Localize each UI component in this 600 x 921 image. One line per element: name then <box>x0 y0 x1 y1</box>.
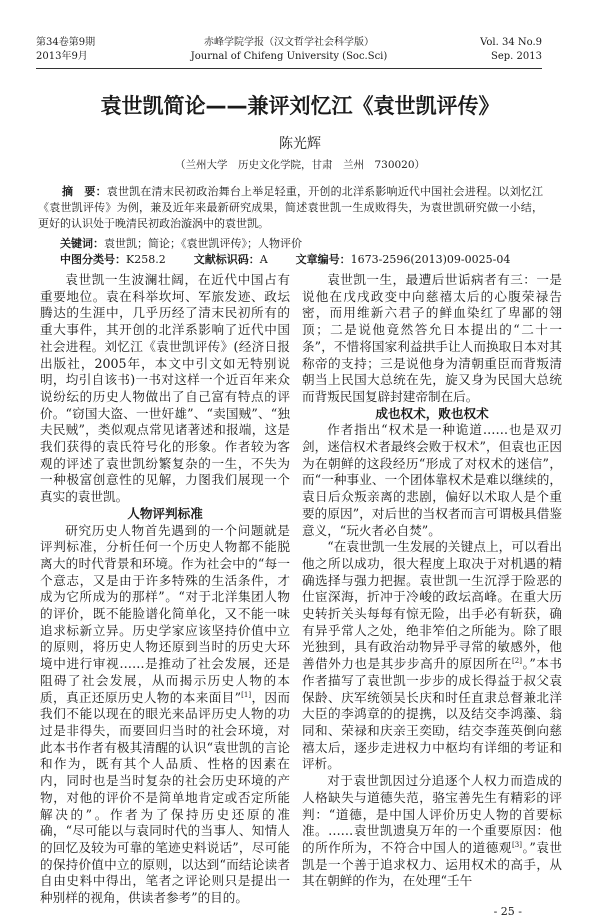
running-header <box>36 36 542 66</box>
abstract-label: 摘 要： <box>62 185 107 198</box>
citation-ref: [1] <box>241 690 252 699</box>
article-no-value: 1673-2596(2013)09-0025-04 <box>350 253 511 266</box>
keywords-label: 关键词： <box>60 237 104 250</box>
paragraph: 作者指出“权术是一种诡道……也是双刃剑，迷信权术者最终会败于权术”，但袁也正因为在朝鲜的这段经历“形成了对权术的迷信”，而“一种事业、一个团体靠权术是难以继续的，袁日后众叛亲离的悲剧，偏好以术取人是个重要的原因”，对后世的当权者而言可谓极具借鉴意义，“玩火者必自焚”。 <box>302 422 562 538</box>
date-cn: 2013年9月 <box>36 51 88 62</box>
journal-name <box>154 36 424 64</box>
section-heading: 人物评判标准 <box>127 505 203 521</box>
article-no-label: 文章编号： <box>295 253 351 266</box>
page-number: - 25 - <box>493 905 522 919</box>
journal-name-cn: 赤峰学院学报（汉文哲学社会科学版） <box>204 37 374 48</box>
doc-code-label: 文献标识码： <box>193 253 260 266</box>
clc-value: K258.2 <box>126 253 166 266</box>
classification-line <box>60 251 510 267</box>
issue-info-right <box>452 36 542 64</box>
paragraph-text: 。”袁世凯是一个善于追求权力、运用权术的高手，从其在朝鲜的作为，在处理“壬午 <box>302 839 563 889</box>
affiliation: （兰州大学 历史文化学院，甘肃 兰州 730020） <box>174 159 426 171</box>
paragraph-text: 。”本书作者描写了袁世凯一步步的成长得益于叔父袁保龄、庆军统领吴长庆和时任直隶总督兼北洋大臣的李鸿章的的提携，以及结交李鸿藻、翁同和、荣禄和庆亲王奕劻，结交李莲英倒向慈禧太后，逐步走进权力中枢均有详细的考证和评析。 <box>302 656 563 772</box>
paragraph: 袁世凯一生，最遭后世诟病者有三：一是说他在戊戌政变中向慈禧太后的心腹荣禄告密，而用维新六君子的鲜血染红了卑鄙的翎顶；二是说他竟然答允日本提出的“二十一条”，不惜将国家利益拱手让人而换取日本对其称帝的支持；三是说他身为清朝重臣而背叛清朝当上民国大总统在先，旋又身为民国大总统而背叛民国复辟封建帝制在后。 <box>302 272 562 404</box>
paragraph-text: 研究历史人物首先遇到的一个问题就是评判标准，分析任何一个历史人物都不能脱离大的时代背景和环境。作为社会中的“每一个意志，又是由于许多特殊的生活条件，才成为它所成为的那样”。“对于北洋集团人物的评价，既不能脸谱化简单化，又不能一味追求标新立异。历史学家应该坚持价值中立的原则，将历史人物还原到当时的历史大环境中进行审视……是推动了社会发展，还是阻碍了社会发展，从而揭示历史人物的本质，真正还原历史人物的本来面目” <box>40 522 290 705</box>
citation-ref: [2] <box>512 656 522 665</box>
body-column-right <box>302 272 562 921</box>
paragraph <box>302 773 562 890</box>
body-column-left <box>40 272 290 907</box>
journal-name-en: Journal of Chifeng University (Soc.Sci) <box>190 51 388 62</box>
section-heading: 成也权术，败也权术 <box>375 405 489 421</box>
keywords-text: 袁世凯；简论；《袁世凯评传》；人物评价 <box>104 237 302 250</box>
paragraph-text: 对于袁世凯因过分追逐个人权力而造成的人格缺失与道德失范，骆宝善先生有精彩的评判：“道德，是中国人评价历史人物的首要标准。……袁世凯遗臭万年的一个重要原因：他的所作所为，不符合中国人的道德观 <box>302 773 562 855</box>
paragraph-text: ，因而我们不能以现在的眼光来品评历史人物的功过是非得失，而要回归当时的社会环境，对此本书作者有极其清醒的认识“袁世凯的言论和作为，既有其个人品质、性格的因素在内，同时也是当时复杂的社会历史环境的产物，对他的评价不是简单地肯定或否定所能解决的”。作者为了保持历史还原的准确，“尽可能以与袁同时代的当事人、知情人的回忆及较为可靠的笔迹史料说话”，尽可能的保持价值中立的原则，以达到“而结论读者自由史料中得出，笔者之评论则只是提出一种别样的视角，供读者参考”的目的。 <box>40 689 291 906</box>
volume-cn: 第34卷第9期 <box>36 37 96 48</box>
article-title: 袁世凯简论——兼评刘忆江《袁世凯评传》 <box>100 94 500 118</box>
clc-label: 中图分类号： <box>60 253 126 266</box>
keywords <box>60 235 302 251</box>
volume-en: Vol. 34 No.9 <box>480 37 542 48</box>
paragraph <box>302 539 562 773</box>
header-rule <box>36 68 542 69</box>
author: 陈光辉 <box>279 136 321 152</box>
date-en: Sep. 2013 <box>491 51 542 62</box>
doc-code-value: A <box>259 253 268 266</box>
abstract <box>38 184 543 232</box>
paragraph: 袁世凯一生波澜壮阔，在近代中国占有重要地位。袁在科举坎坷、军旅发迹、政坛腾达的生涯中，几乎历经了清末民初所有的重大事件，其开创的北洋系影响了近代中国社会进程。刘忆江《袁世凯评传》(经济日报出版社，2005年，本文中引文如无特别说明，均引自该书)一书对这样一个近百年来众说纷纭的历史人物做出了自己富有特点的评价。“窃国大盗、一世奸雄”、“卖国贼”、“独夫民贼”，类似观点常见诸著述和报端，这是我们获得的袁氏符号化的形象。作者较为客观的评述了袁世凯纷繁复杂的一生，不失为一种极富创意性的见解，力图我们展现一个真实的袁世凯。 <box>40 272 290 505</box>
paragraph <box>40 523 290 907</box>
citation-ref: [3] <box>512 840 522 849</box>
issue-info-left <box>36 36 126 64</box>
paragraph-text: “在袁世凯一生发展的关键点上，可以看出他之所以成功，很大程度上取决于对机遇的精确选择与强力把握。袁世凯一生沉浮于险恶的仕宦深海，折冲于冷峻的政坛高峰。在重大历史转折关头每每有惊无险，出手必有斩获，确有异乎常人之处，绝非笮伯之所能为。除了眼光独到，具有政治动物异乎寻常的敏感外，他善借外力也是其步步高升的原因所在 <box>302 539 562 672</box>
abstract-text: 袁世凯在清末民初政治舞台上举足轻重，开创的北洋系影响近代中国社会进程。以刘忆江《袁世凯评传》为例，兼及近年来最新研究成果，简述袁世凯一生成败得失，为袁世凯研究做一小结，更好的认识处于晚清民初政治漩涡中的袁世凯。 <box>38 185 544 230</box>
